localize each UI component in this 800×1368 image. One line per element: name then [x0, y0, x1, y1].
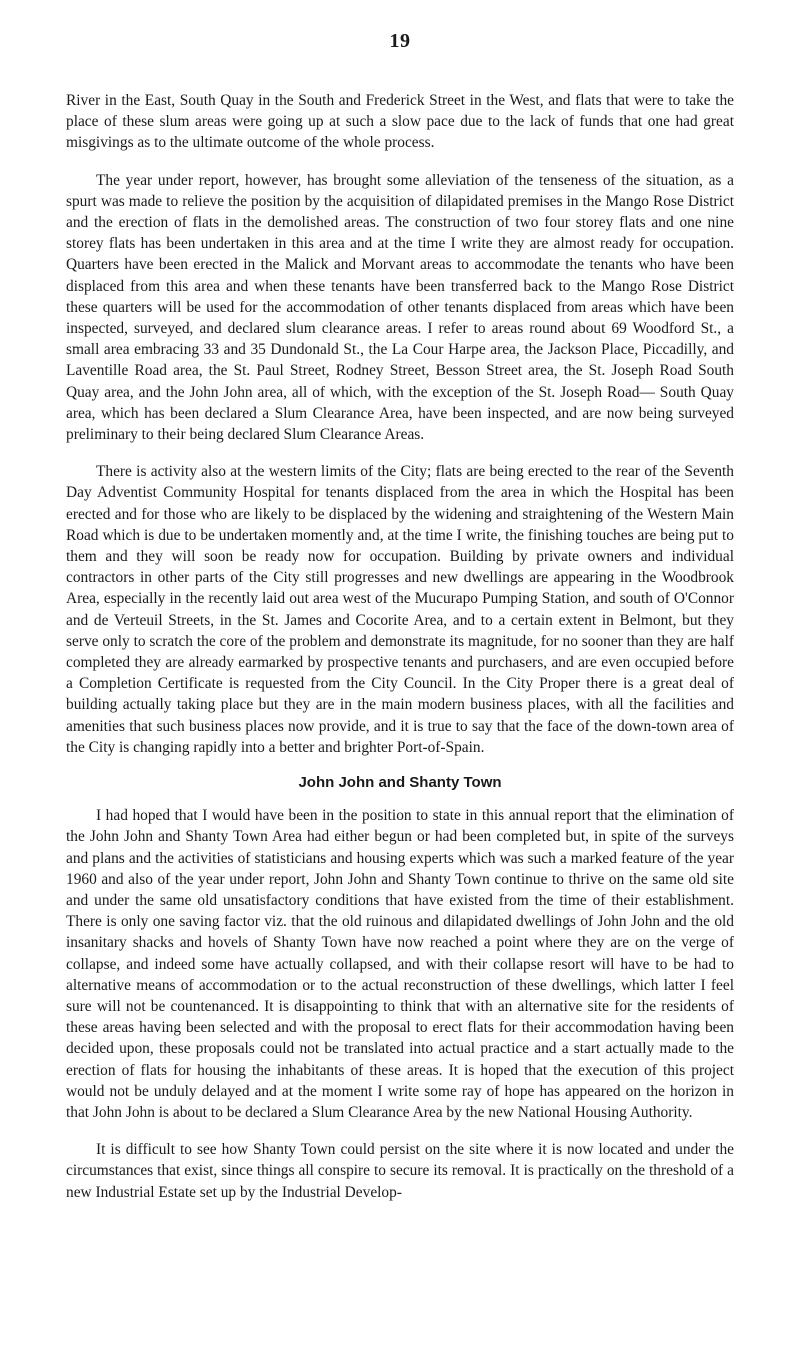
page-number: 19 [389, 30, 411, 52]
paragraph: I had hoped that I would have been in the position to state in this annual report that the elimination of the John John and Shanty Town Area had either begun or had been completed but, in spite of the surveys and plans and the activities of statisticians and housing experts which was such a marked feature of the year 1960 and also of the year under report, John John and Shanty Town continue to thrive on the same old site and under the same old unsatisfactory conditions that have existed from the time of their establishment. There is only one saving factor viz. that the old ruinous and dilapidated dwellings of John John and the old insanitary shacks and hovels of Shanty Town have now reached a point where they are on the verge of collapse, and indeed some have actually collapsed, and with their collapse resort will have to be had to alternative means of accommodation or to the actual reconstruction of these dwellings, which latter I feel sure will not be countenanced. It is disappointing to think that with an alternative site for the residents of these areas having been selected and with the proposal to erect flats for their accommodation having been decided upon, these proposals could not be translated into actual practice and a start actually made to the erection of flats for housing the inhabitants of these areas. It is hoped that the execution of this project would not be unduly delayed and at the moment I write some ray of hope has appeared on the horizon in that John John is about to be declared a Slum Clearance Area by the new National Housing Authority. [66, 807, 734, 1121]
paragraph: The year under report, however, has brought some alleviation of the tenseness of the situation, as a spurt was made to relieve the position by the acquisition of dilapidated premises in the Mango Rose District and the erection of flats in the demolished areas. The construction of two four storey flats and one nine storey flats has been undertaken in this area and at the time I write they are almost ready for occupation. Quarters have been erected in the Malick and Morvant areas to accommodate the tenants who have been displaced from this area and when these tenants have been transferred back to the Mango Rose District these quarters will be used for the accommodation of other tenants displaced from areas which have been inspected, surveyed, and declared slum clearance areas. I refer to areas round about 69 Woodford St., a small area embracing 33 and 35 Dundonald St., the La Cour Harpe area, the Jackson Place, Piccadilly, and Laventille Road area, the St. Paul Street, Rodney Street, Besson Street area, the St. Joseph Road South Quay area, and the John John area, all of which, with the exception of the St. Joseph Road— South Quay area, which has been declared a Slum Clearance Area, have been inspected, and are now being surveyed preliminary to their being declared Slum Clearance Areas. [66, 171, 734, 444]
paragraph: It is difficult to see how Shanty Town could persist on the site where it is now located and under the circumstances that exist, since things all conspire to secure its removal. It is practically on the threshold of a new Industrial Estate set up by the Industrial Develop- [66, 1141, 734, 1201]
body-text [66, 90, 734, 1219]
section-heading: John John and Shanty Town [298, 774, 502, 792]
paragraph: River in the East, South Quay in the South and Frederick Street in the West, and flats that were to take the place of these slum areas were going up at such a slow pace due to the lack of funds that one had great misgivings as to the ultimate outcome of the whole process. [66, 92, 734, 152]
paragraph: There is activity also at the western limits of the City; flats are being erected to the rear of the Seventh Day Adventist Community Hospital for tenants displaced from the area in which the Hospital has been erected and for those who are likely to be displaced by the widening and straightening of the Western Main Road which is due to be undertaken momently and, at the time I write, the finishing touches are being put to them and they will soon be ready now for occupation. Building by private owners and individual contractors in other parts of the City still progresses and new dwellings are appearing in the Woodbrook Area, especially in the recently laid out area west of the Mucurapo Pumping Station, and south of O'Connor and de Verteuil Streets, in the St. James and Cocorite Area, and to a certain extent in Belmont, but they serve only to scratch the core of the problem and demonstrate its magnitude, for no sooner than they are half completed they are already earmarked by prospective tenants and purchasers, and are even occupied before a Completion Certificate is requested from the City Council. In the City Proper there is a great deal of building actually taking place but they are in the main modern business places, with all the facilities and amenities that such business places now provide, and it is true to say that the face of the down-town area of the City is changing rapidly into a better and brighter Port-of-Spain. [66, 463, 734, 756]
